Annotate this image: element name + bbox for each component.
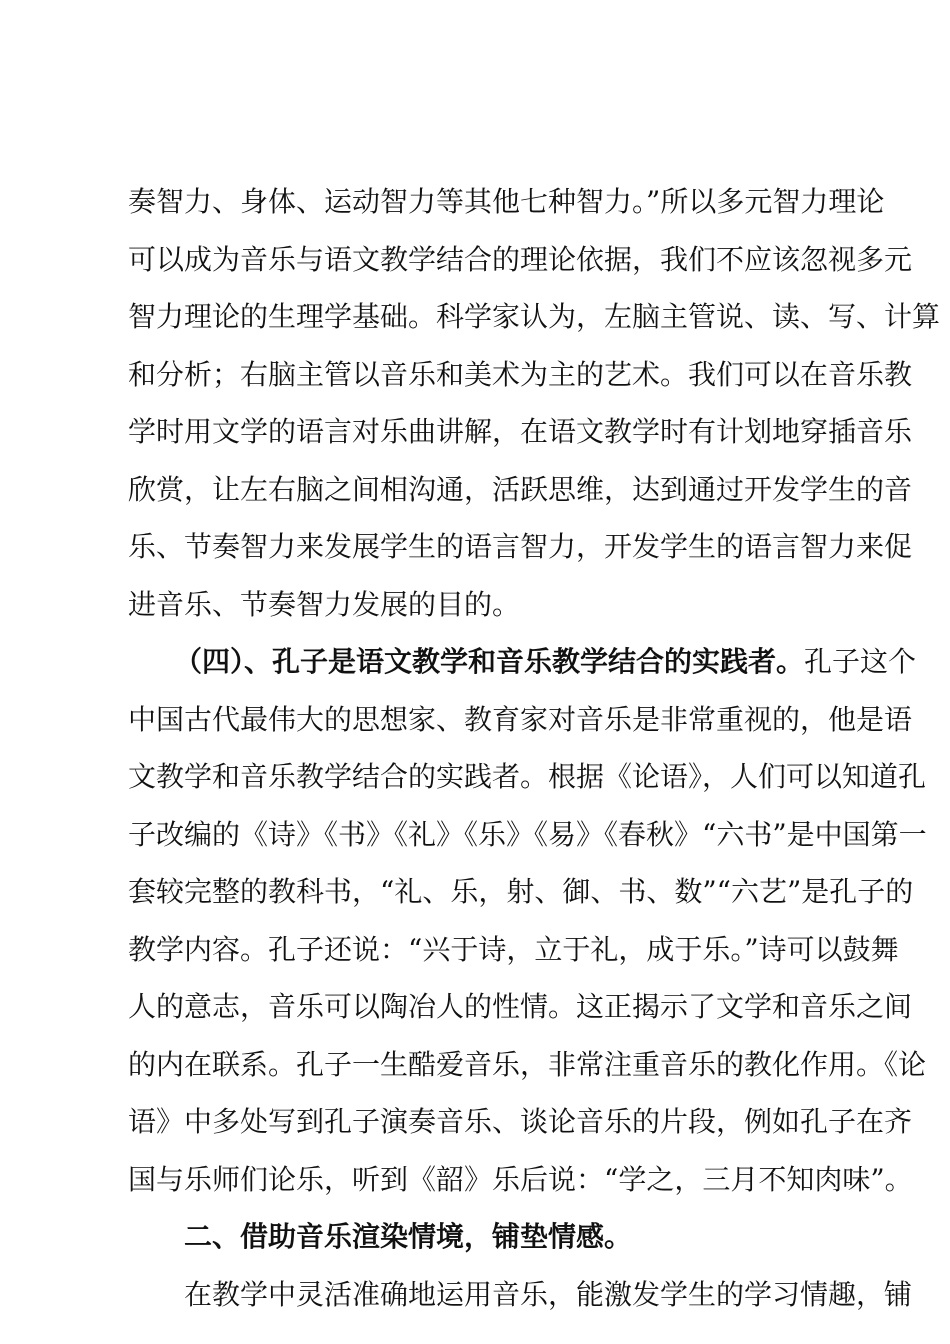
section-four-heading: （四）、孔子是语文教学和音乐教学结合的实践者。 [174,645,805,678]
text-line: 在教学中灵活准确地运用音乐，能激发学生的学习情趣，铺 [184,1278,913,1311]
text-line: 乐、节奏智力来发展学生的语言智力，开发学生的语言智力来促 [128,530,913,563]
text-line: 进音乐、节奏智力发展的目的。 [128,588,521,621]
text-line: 欣赏，让左右脑之间相沟通，活跃思维，达到通过开发学生的音 [128,473,913,506]
text-line: 学时用文学的语言对乐曲讲解，在语文教学时有计划地穿插音乐 [128,415,913,448]
text-line: 和分析；右脑主管以音乐和美术为主的艺术。我们可以在音乐教 [128,358,913,391]
text-line: 奏智力、身体、运动智力等其他七种智力。”所以多元智力理论 [128,185,885,218]
text-line: 子改编的《诗》《书》《礼》《乐》《易》《春秋》“六书”是中国第一 [128,818,927,851]
text-line: 国与乐师们论乐，听到《韶》乐后说：“学之，三月不知肉味”。 [128,1163,913,1196]
text-line: 套较完整的教科书，“礼、乐，射、御、书、数”“六艺”是孔子的 [128,875,914,908]
text-line: 智力理论的生理学基础。科学家认为，左脑主管说、读、写、计算 [128,300,941,333]
text-line: 中国古代最伟大的思想家、教育家对音乐是非常重视的，他是语 [128,703,913,736]
text-line: 人的意志，音乐可以陶冶人的性情。这正揭示了文学和音乐之间 [128,990,913,1023]
text-line: 语》中多处写到孔子演奏音乐、谈论音乐的片段，例如孔子在齐 [128,1105,913,1138]
section-two-heading: 二、借助音乐渲染情境，铺垫情感。 [184,1220,633,1253]
text-line: 教学内容。孔子还说：“兴于诗，立于礼，成于乐。”诗可以鼓舞 [128,933,899,966]
text-line: 孔子这个 [804,645,917,678]
text-line: 的内在联系。孔子一生酷爱音乐，非常注重音乐的教化作用。《论 [128,1048,927,1081]
section-four-first-line [174,642,917,682]
text-line: 文教学和音乐教学结合的实践者。根据《论语》，人们可以知道孔 [128,760,927,793]
text-line: 可以成为音乐与语文教学结合的理论依据，我们不应该忽视多元 [128,243,913,276]
